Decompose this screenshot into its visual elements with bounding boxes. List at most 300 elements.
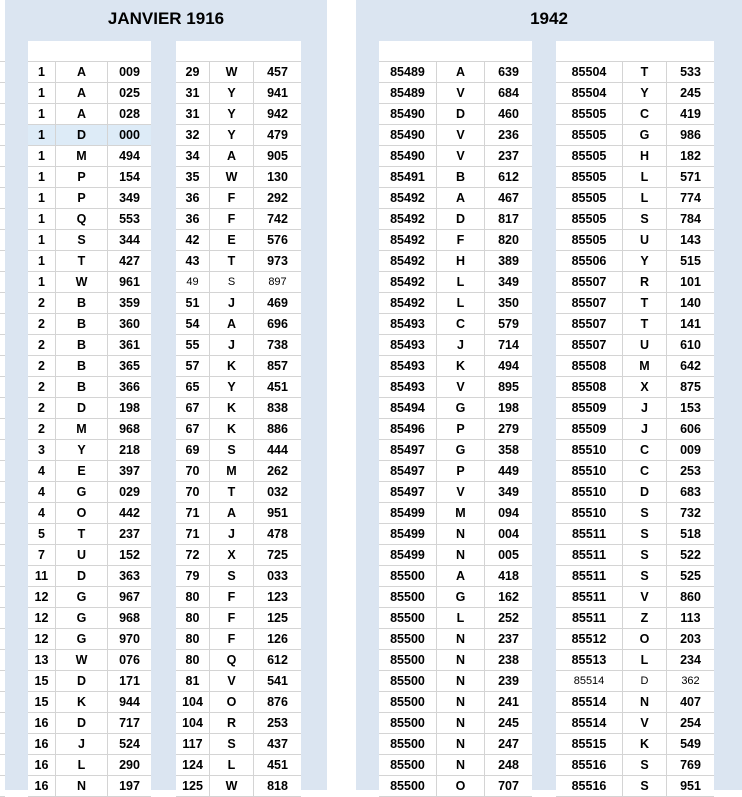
code-cell: 707 (498, 779, 519, 793)
table-row (28, 104, 151, 125)
letter-cell: C (623, 461, 667, 481)
table-row (379, 545, 532, 566)
number-cell: 1 (28, 251, 56, 271)
table-row (28, 503, 151, 524)
number-cell: 85510 (556, 461, 623, 481)
code-cell: 451 (267, 380, 288, 394)
number-cell: 85516 (556, 755, 623, 775)
code-cell: 361 (119, 338, 140, 352)
table-row (556, 83, 714, 104)
table-row (176, 440, 301, 461)
code-cell: 738 (267, 338, 288, 352)
table-row (556, 734, 714, 755)
code-cell: 860 (680, 590, 701, 604)
code-cell: 366 (119, 380, 140, 394)
letter-cell: S (623, 566, 667, 586)
number-cell: 5 (28, 524, 56, 544)
letter-cell: N (437, 713, 485, 733)
letter-cell: N (437, 692, 485, 712)
number-cell: 85500 (379, 671, 437, 691)
number-cell: 11 (28, 566, 56, 586)
number-cell: 104 (176, 692, 210, 712)
code-cell: 140 (680, 296, 701, 310)
number-cell: 49 (176, 272, 210, 292)
table-row (28, 713, 151, 734)
table-row (556, 419, 714, 440)
letter-cell: T (210, 482, 254, 502)
letter-cell: K (437, 356, 485, 376)
number-cell: 85514 (556, 713, 623, 733)
letter-cell: J (210, 293, 254, 313)
table-row (379, 125, 532, 146)
code-cell: 970 (119, 632, 140, 646)
code-cell: 152 (119, 548, 140, 562)
table-row (556, 713, 714, 734)
number-cell: 43 (176, 251, 210, 271)
number-cell: 2 (28, 356, 56, 376)
table-row (176, 62, 301, 83)
number-cell: 85513 (556, 650, 623, 670)
number-cell: 42 (176, 230, 210, 250)
table-row (556, 461, 714, 482)
code-cell: 253 (267, 716, 288, 730)
code-cell: 032 (267, 485, 288, 499)
code-cell: 239 (498, 674, 519, 688)
letter-cell: M (437, 503, 485, 523)
letter-cell: C (437, 314, 485, 334)
code-cell: 154 (119, 170, 140, 184)
code-cell: 241 (498, 695, 519, 709)
letter-cell: N (437, 545, 485, 565)
table-row (379, 293, 532, 314)
letter-cell: E (56, 461, 108, 481)
number-cell: 85494 (379, 398, 437, 418)
letter-cell: M (56, 419, 108, 439)
code-cell: 579 (498, 317, 519, 331)
code-cell: 126 (267, 632, 288, 646)
letter-cell: G (623, 125, 667, 145)
code-cell: 245 (498, 716, 519, 730)
letter-cell: K (56, 692, 108, 712)
letter-cell: G (56, 482, 108, 502)
code-cell: 365 (119, 359, 140, 373)
number-cell: 85510 (556, 482, 623, 502)
code-cell: 125 (267, 611, 288, 625)
table-row (28, 671, 151, 692)
letter-cell: T (210, 251, 254, 271)
letter-cell: T (623, 62, 667, 82)
table-row (176, 629, 301, 650)
letter-cell: A (210, 503, 254, 523)
number-cell: 85504 (556, 83, 623, 103)
number-cell: 85496 (379, 419, 437, 439)
number-cell: 80 (176, 608, 210, 628)
letter-cell: K (210, 419, 254, 439)
number-cell: 80 (176, 587, 210, 607)
code-cell: 252 (498, 611, 519, 625)
table-row (556, 671, 714, 692)
number-cell: 85506 (556, 251, 623, 271)
number-cell: 85505 (556, 125, 623, 145)
letter-cell: L (623, 188, 667, 208)
panel-title-1916: JANVIER 1916 (107, 9, 225, 28)
number-cell: 2 (28, 419, 56, 439)
code-cell: 101 (680, 275, 701, 289)
table-row (379, 398, 532, 419)
code-cell: 639 (498, 65, 519, 79)
number-cell: 1 (28, 125, 56, 145)
code-cell: 253 (680, 464, 701, 478)
number-cell: 85505 (556, 104, 623, 124)
code-cell: 141 (680, 317, 701, 331)
number-cell: 85490 (379, 146, 437, 166)
number-cell: 71 (176, 503, 210, 523)
code-cell: 427 (119, 254, 140, 268)
letter-cell: M (210, 461, 254, 481)
number-cell: 36 (176, 209, 210, 229)
table-row (28, 440, 151, 461)
code-cell: 279 (498, 422, 519, 436)
code-cell: 247 (498, 737, 519, 751)
table-row (28, 524, 151, 545)
number-cell: 85511 (556, 608, 623, 628)
table-row (556, 251, 714, 272)
letter-cell: U (623, 335, 667, 355)
number-cell: 85500 (379, 608, 437, 628)
letter-cell: R (623, 272, 667, 292)
table-row (176, 776, 301, 797)
number-cell: 85504 (556, 62, 623, 82)
letter-cell: D (56, 671, 108, 691)
letter-cell: B (56, 356, 108, 376)
table-row (28, 629, 151, 650)
table-row (176, 692, 301, 713)
number-cell: 85499 (379, 545, 437, 565)
number-cell: 85493 (379, 335, 437, 355)
letter-cell: V (437, 146, 485, 166)
table-row (379, 671, 532, 692)
letter-cell: F (210, 188, 254, 208)
number-cell: 124 (176, 755, 210, 775)
number-cell: 85505 (556, 209, 623, 229)
table-row (28, 755, 151, 776)
table-row (28, 293, 151, 314)
table-row (28, 167, 151, 188)
table-row (556, 377, 714, 398)
table-row (176, 503, 301, 524)
code-cell: 467 (498, 191, 519, 205)
table-row (379, 62, 532, 83)
table-row (556, 62, 714, 83)
letter-cell: P (437, 461, 485, 481)
letter-cell: D (437, 209, 485, 229)
table-row (556, 335, 714, 356)
letter-cell: N (437, 734, 485, 754)
letter-cell: T (623, 314, 667, 334)
number-cell: 85507 (556, 314, 623, 334)
code-cell: 203 (680, 632, 701, 646)
code-cell: 725 (267, 548, 288, 562)
code-cell: 349 (498, 275, 519, 289)
letter-cell: G (56, 629, 108, 649)
letter-cell: A (56, 104, 108, 124)
table-row (176, 125, 301, 146)
number-cell: 85507 (556, 335, 623, 355)
letter-cell: J (210, 524, 254, 544)
number-cell: 85492 (379, 230, 437, 250)
number-cell: 85515 (556, 734, 623, 754)
code-cell: 028 (119, 107, 140, 121)
table-row (556, 146, 714, 167)
letter-cell: A (210, 314, 254, 334)
code-cell: 198 (498, 401, 519, 415)
letter-cell: B (437, 167, 485, 187)
number-cell: 72 (176, 545, 210, 565)
number-cell: 15 (28, 671, 56, 691)
letter-cell: Y (210, 83, 254, 103)
number-cell: 85512 (556, 629, 623, 649)
letter-cell: V (437, 482, 485, 502)
code-cell: 612 (267, 653, 288, 667)
letter-cell: D (56, 713, 108, 733)
table-1916-part-2 (176, 41, 301, 797)
code-cell: 218 (119, 443, 140, 457)
code-cell: 254 (680, 716, 701, 730)
code-cell: 961 (119, 275, 140, 289)
table-row (379, 83, 532, 104)
number-cell: 1 (28, 104, 56, 124)
letter-cell: F (437, 230, 485, 250)
number-cell: 85493 (379, 377, 437, 397)
code-cell: 025 (119, 86, 140, 100)
letter-cell: W (210, 776, 254, 796)
number-cell: 32 (176, 125, 210, 145)
number-cell: 3 (28, 440, 56, 460)
table-row (556, 629, 714, 650)
code-cell: 541 (267, 674, 288, 688)
letter-cell: O (210, 692, 254, 712)
table-row (176, 482, 301, 503)
number-cell: 1 (28, 188, 56, 208)
table-row (556, 167, 714, 188)
letter-cell: N (437, 650, 485, 670)
table-row (379, 713, 532, 734)
table-row (556, 692, 714, 713)
table-1942-part-2 (556, 41, 714, 797)
code-cell: 478 (267, 527, 288, 541)
letter-cell: T (623, 293, 667, 313)
letter-cell: W (56, 272, 108, 292)
table-row (556, 272, 714, 293)
number-cell: 85490 (379, 125, 437, 145)
number-cell: 35 (176, 167, 210, 187)
code-cell: 968 (119, 611, 140, 625)
number-cell: 80 (176, 629, 210, 649)
letter-cell: N (437, 629, 485, 649)
code-cell: 817 (498, 212, 519, 226)
letter-cell: Y (56, 440, 108, 460)
code-cell: 245 (680, 86, 701, 100)
number-cell: 85492 (379, 293, 437, 313)
number-cell: 13 (28, 650, 56, 670)
number-cell: 85493 (379, 314, 437, 334)
table-row (176, 335, 301, 356)
number-cell: 1 (28, 209, 56, 229)
number-cell: 85497 (379, 440, 437, 460)
table-row (176, 566, 301, 587)
number-cell: 70 (176, 482, 210, 502)
number-cell: 16 (28, 734, 56, 754)
code-cell: 350 (498, 296, 519, 310)
table-header-row (176, 41, 301, 62)
table-row (28, 461, 151, 482)
table-row (176, 587, 301, 608)
code-cell: 606 (680, 422, 701, 436)
code-cell: 525 (680, 569, 701, 583)
code-cell: 033 (267, 569, 288, 583)
table-row (379, 755, 532, 776)
table-row (176, 293, 301, 314)
table-row (556, 104, 714, 125)
code-cell: 237 (498, 632, 519, 646)
code-cell: 944 (119, 695, 140, 709)
letter-cell: T (56, 524, 108, 544)
letter-cell: X (210, 545, 254, 565)
table-row (379, 629, 532, 650)
letter-cell: B (56, 293, 108, 313)
letter-cell: A (437, 62, 485, 82)
letter-cell: D (56, 398, 108, 418)
table-row (28, 230, 151, 251)
code-cell: 389 (498, 254, 519, 268)
number-cell: 85500 (379, 629, 437, 649)
number-cell: 2 (28, 377, 56, 397)
letter-cell: N (437, 524, 485, 544)
number-cell: 85511 (556, 587, 623, 607)
table-row (176, 146, 301, 167)
letter-cell: Z (623, 608, 667, 628)
table-row (379, 314, 532, 335)
table-row (176, 461, 301, 482)
table-row (379, 734, 532, 755)
code-cell: 344 (119, 233, 140, 247)
letter-cell: S (56, 230, 108, 250)
table-row (379, 650, 532, 671)
code-cell: 942 (267, 107, 288, 121)
code-cell: 784 (680, 212, 701, 226)
letter-cell: P (56, 167, 108, 187)
code-cell: 407 (680, 695, 701, 709)
table-row (176, 713, 301, 734)
code-cell: 986 (680, 128, 701, 142)
letter-cell: G (437, 440, 485, 460)
code-cell: 460 (498, 107, 519, 121)
table-row (379, 167, 532, 188)
number-cell: 85500 (379, 587, 437, 607)
letter-cell: L (437, 272, 485, 292)
table-row (379, 104, 532, 125)
table-header-row (28, 41, 151, 62)
table-row (28, 692, 151, 713)
table-row (28, 377, 151, 398)
letter-cell: L (437, 293, 485, 313)
number-cell: 7 (28, 545, 56, 565)
letter-cell: B (56, 314, 108, 334)
code-cell: 143 (680, 233, 701, 247)
letter-cell: O (437, 776, 485, 796)
table-row (28, 776, 151, 797)
code-cell: 732 (680, 506, 701, 520)
table-row (379, 524, 532, 545)
table-row (176, 272, 301, 293)
code-cell: 479 (267, 128, 288, 142)
letter-cell: P (437, 419, 485, 439)
code-cell: 612 (498, 170, 519, 184)
code-cell: 009 (680, 443, 701, 457)
code-cell: 820 (498, 233, 519, 247)
table-row (556, 398, 714, 419)
table-row (379, 188, 532, 209)
letter-cell: V (437, 377, 485, 397)
table-row (28, 188, 151, 209)
table-row (379, 272, 532, 293)
letter-cell: L (56, 755, 108, 775)
number-cell: 31 (176, 104, 210, 124)
number-cell: 85500 (379, 734, 437, 754)
number-cell: 55 (176, 335, 210, 355)
letter-cell: M (56, 146, 108, 166)
table-row (28, 566, 151, 587)
letter-cell: F (210, 629, 254, 649)
letter-cell: J (56, 734, 108, 754)
table-row (379, 566, 532, 587)
code-cell: 449 (498, 464, 519, 478)
code-cell: 533 (680, 65, 701, 79)
letter-cell: S (623, 209, 667, 229)
code-cell: 897 (268, 276, 287, 288)
table-row (176, 251, 301, 272)
number-cell: 65 (176, 377, 210, 397)
letter-cell: J (437, 335, 485, 355)
table-row (28, 545, 151, 566)
letter-cell: D (437, 104, 485, 124)
code-cell: 469 (267, 296, 288, 310)
code-cell: 349 (119, 191, 140, 205)
table-row (176, 167, 301, 188)
number-cell: 1 (28, 167, 56, 187)
letter-cell: S (210, 272, 254, 292)
number-cell: 85500 (379, 755, 437, 775)
number-cell: 85510 (556, 503, 623, 523)
table-row (176, 209, 301, 230)
number-cell: 1 (28, 146, 56, 166)
letter-cell: U (56, 545, 108, 565)
table-row (176, 83, 301, 104)
letter-cell: N (437, 755, 485, 775)
letter-cell: K (210, 356, 254, 376)
number-cell: 31 (176, 83, 210, 103)
number-cell: 125 (176, 776, 210, 796)
number-cell: 36 (176, 188, 210, 208)
number-cell: 80 (176, 650, 210, 670)
letter-cell: G (56, 608, 108, 628)
code-cell: 838 (267, 401, 288, 415)
number-cell: 51 (176, 293, 210, 313)
letter-cell: G (437, 587, 485, 607)
table-row (28, 608, 151, 629)
letter-cell: Q (210, 650, 254, 670)
table-row (379, 482, 532, 503)
